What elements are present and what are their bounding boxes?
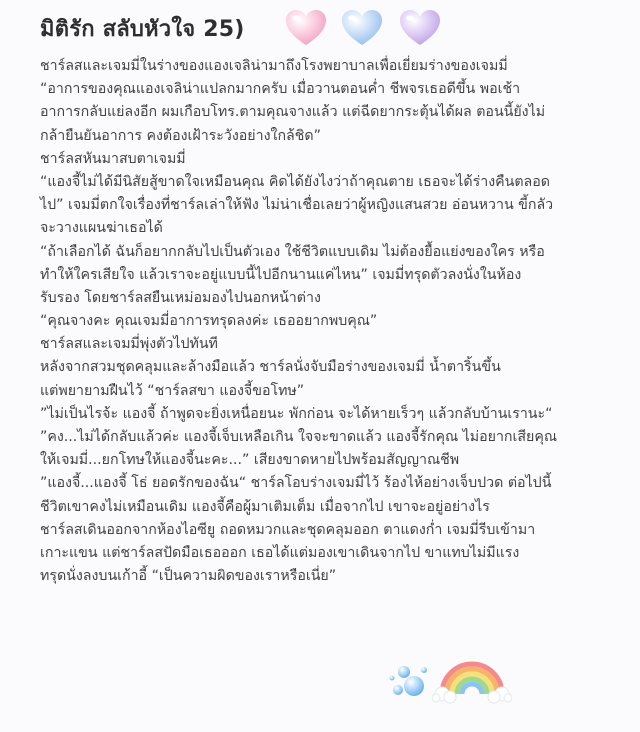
story-line: ให้เจมมี่...ยกโทษให้แองจี้นะคะ...” เสียงขาดหายไปพร้อมสัญญาณชีพ xyxy=(40,452,460,469)
story-line: ทำให้ใครเสียใจ แล้วเราจะอยู่แบบนี้ไปอีกนานแค่ไหน” เจมมี่ทรุดตัวลงนั่งในห้อง xyxy=(40,266,522,283)
story-line: ชาร์ลสเดินออกจากห้องไอซียู ถอดหมวกและชุดคลุมออก ตาแดงก่ำ เจมมี่รีบเข้ามา xyxy=(40,521,536,538)
story-line: “แองจี้ไม่ได้มีนิสัยสู้ขาดใจเหมือนคุณ คิดได้ยังไงว่าถ้าคุณตาย เธอจะได้ร่างคืนตลอด xyxy=(40,173,550,190)
story-line: รับรอง โดยชาร์ลสยืนเหม่อมองไปนอกหน้าต่าง xyxy=(40,289,321,306)
story-line: กล้ายืนยันอาการ คงต้องเฝ้าระวังอย่างใกล้ชิด” xyxy=(40,127,321,144)
story-line: ”แองจี้...แองจี้ โธ่ ยอดรักของฉัน“ ชาร์ลโอบร่างเจมมี่ไว้ ร้องไห้อย่างเจ็บปวด ต่อไปนี้ xyxy=(40,475,552,492)
story-line: จะวางแผนฆ่าเธอได้ xyxy=(40,220,163,237)
rainbow-cloud-icon xyxy=(432,648,512,706)
story-line: “ถ้าเลือกได้ ฉันก็อยากกลับไปเป็นตัวเอง ใช้ชีวิตแบบเดิม ไม่ต้องยื้อแย่งของใคร หรือ xyxy=(40,243,545,260)
pink-heart-icon xyxy=(284,8,328,48)
story-line: ”ไม่เป็นไรจ้ะ แองจี้ ถ้าพูดจะยิ่งเหนื่อยนะ พักก่อน จะได้หายเร็วๆ แล้วกลับบ้านเรานะ“ xyxy=(40,405,553,422)
title-row xyxy=(40,8,244,48)
story-line: ชีวิตเขาคงไม่เหมือนเดิม แองจี้คือผู้มาเติมเต็ม เมื่อจากไป เขาจะอยู่อย่างไร xyxy=(40,498,490,515)
story-line: เกาะแขน แต่ชาร์ลสปัดมือเธอออก เธอได้แต่มองเขาเดินจากไป ขาแทบไม่มีแรง xyxy=(40,544,520,561)
story-line: “คุณจางคะ คุณเจมมี่อาการทรุดลงค่ะ เธออยากพบคุณ” xyxy=(40,313,378,330)
story-line: อาการกลับแย่ลงอีก ผมเกือบโทร.ตามคุณจางแล้ว แต่ฉีดยากระตุ้นได้ผล ตอนนี้ยังไม่ xyxy=(40,104,546,121)
story-line: หลังจากสวมชุดคลุมและล้างมือแล้ว ชาร์ลนั่งจับมือร่างของเจมมี่ น้ำตาริ้นขึ้น xyxy=(40,359,501,376)
bubbles-icon xyxy=(384,660,432,702)
purple-heart-icon xyxy=(398,8,442,48)
page-title: มิติรัก สลับหัวใจ 25) xyxy=(40,16,245,42)
story-line: ทรุดนั่งลงบนเก้าอี้ “เป็นความผิดของเราหรือเนี่ย” xyxy=(40,568,337,585)
story-line: ”คง...ไม่ได้กลับแล้วค่ะ แองจี้เจ็บเหลือเกิน ใจจะขาดแล้ว แองจี้รักคุณ ไม่อยากเสียคุณ xyxy=(40,429,557,445)
story-body xyxy=(40,55,632,588)
hearts-decoration xyxy=(284,8,454,52)
story-line: ชาร์ลสและเจมมี่พุ่งตัวไปทันที xyxy=(40,336,218,353)
story-line: แต่พยายามฝืนไว้ “ชาร์ลสขา แองจี้ขอโทษ” xyxy=(40,382,305,399)
story-line: “อาการของคุณแองเจลิน่าแปลกมากครับ เมื่อวานตอนค่ำ ชีพจรเธอดีขึ้น พอเช้า xyxy=(40,81,521,98)
story-line: ชาร์ลสหันมาสบตาเจมมี่ xyxy=(40,150,186,167)
blue-heart-icon xyxy=(340,8,384,48)
story-line: ไป” เจมมี่ตกใจเรื่องที่ชาร์ลเล่าให้ฟัง ไม่น่าเชื่อเลยว่าผู้หญิงแสนสวย อ่อนหวาน ขี้กลัว xyxy=(40,197,554,214)
story-line: ชาร์ลสและเจมมี่ในร่างของแองเจลิน่ามาถึงโรงพยาบาลเพื่อเยี่ยมร่างของเจมมี่ xyxy=(40,58,508,74)
